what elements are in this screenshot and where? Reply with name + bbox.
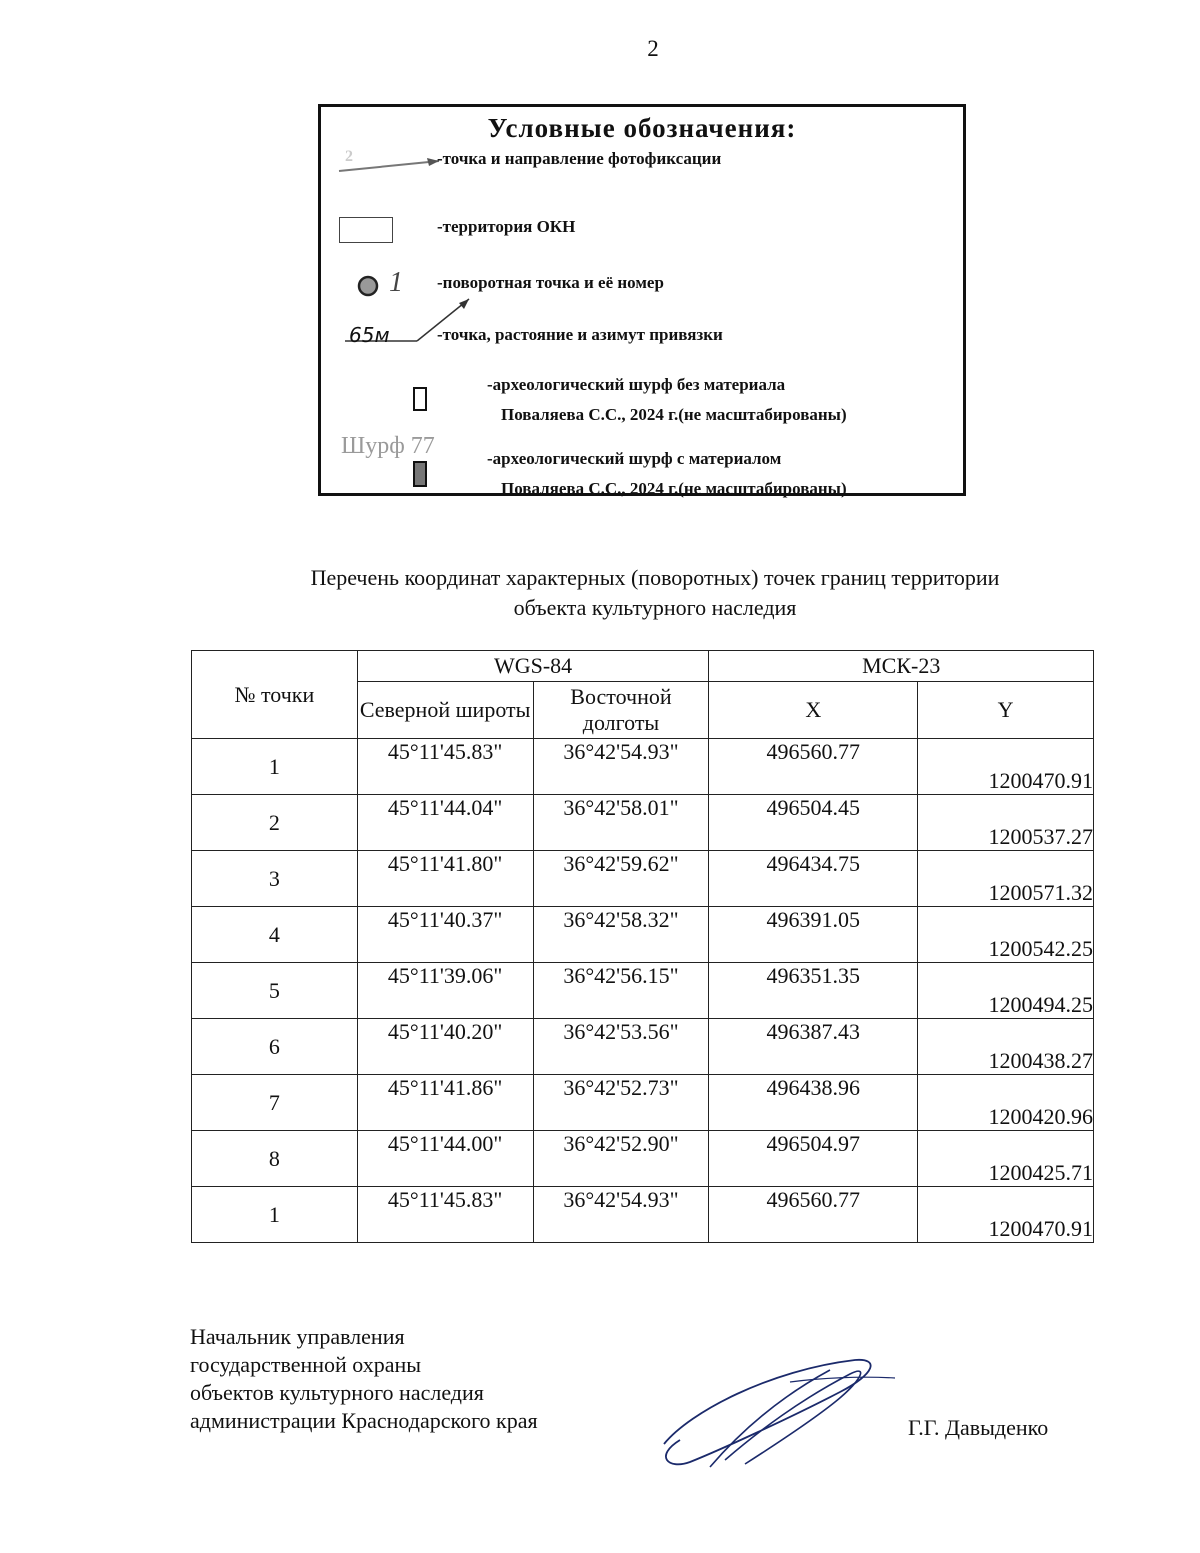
col-y-header: Y [918, 682, 1094, 739]
x-cell: 496560.77 [709, 1187, 918, 1243]
x-cell: 496434.75 [709, 851, 918, 907]
longitude-cell: 36°42'53.56" [533, 1019, 709, 1075]
position-line: Начальник управления [190, 1324, 405, 1349]
longitude-cell: 36°42'56.15" [533, 963, 709, 1019]
point-number: 7 [192, 1075, 358, 1131]
x-cell: 496560.77 [709, 739, 918, 795]
legend-territory-text: -территория ОКН [437, 217, 576, 236]
point-number: 3 [192, 851, 358, 907]
point-number: 5 [192, 963, 358, 1019]
x-cell: 496351.35 [709, 963, 918, 1019]
latitude-cell: 45°11'44.00" [357, 1131, 533, 1187]
position-line: администрации Краснодарского края [190, 1408, 538, 1433]
table-row [192, 1187, 1094, 1243]
signatory-position [190, 1323, 538, 1435]
x-cell: 496387.43 [709, 1019, 918, 1075]
legend-box [318, 104, 966, 496]
table-row [192, 739, 1094, 795]
page-number: 2 [647, 36, 659, 61]
table-row [192, 795, 1094, 851]
x-cell: 496504.45 [709, 795, 918, 851]
col-lat-header: Северной широты [357, 682, 533, 739]
x-cell: 496391.05 [709, 907, 918, 963]
y-cell: 1200571.32 [918, 851, 1094, 907]
latitude-cell: 45°11'44.04" [357, 795, 533, 851]
longitude-cell: 36°42'52.73" [533, 1075, 709, 1131]
y-cell: 1200494.25 [918, 963, 1094, 1019]
heading-line-1: Перечень координат характерных (поворотных) точек границ территории [310, 565, 1000, 590]
latitude-cell: 45°11'45.83" [357, 739, 533, 795]
longitude-cell: 36°42'58.01" [533, 795, 709, 851]
legend-pit-filled-text: -археологический шурф с материалом [487, 449, 782, 468]
position-line: государственной охраны [190, 1352, 422, 1377]
latitude-cell: 45°11'45.83" [357, 1187, 533, 1243]
signatory-name: Г.Г. Давыденко [908, 1415, 1049, 1440]
position-line: объектов культурного наследия [190, 1380, 484, 1405]
y-cell: 1200438.27 [918, 1019, 1094, 1075]
wgs84-header: WGS-84 [357, 651, 709, 682]
heading-line-2: объекта культурного наследия [513, 595, 797, 620]
pit-filled-icon [413, 461, 427, 487]
y-cell: 1200470.91 [918, 1187, 1094, 1243]
latitude-cell: 45°11'41.86" [357, 1075, 533, 1131]
longitude-cell: 36°42'52.90" [533, 1131, 709, 1187]
table-row [192, 907, 1094, 963]
legend-reference-text: -точка, растояние и азимут привязки [437, 325, 723, 344]
latitude-cell: 45°11'41.80" [357, 851, 533, 907]
point-number: 6 [192, 1019, 358, 1075]
table-row [192, 1019, 1094, 1075]
col-x-header: X [709, 682, 918, 739]
point-number: 1 [192, 1187, 358, 1243]
point-number: 1 [192, 739, 358, 795]
latitude-cell: 45°11'39.06" [357, 963, 533, 1019]
coordinates-table [191, 650, 1094, 1243]
col-lon-header: Восточной долготы [533, 682, 709, 739]
legend-turning-point-text: -поворотная точка и её номер [437, 273, 664, 292]
turning-point-icon [355, 273, 381, 299]
legend-pit-filled-author: Поваляева С.С., 2024 г.(не масштабированы) [501, 479, 847, 498]
legend-photo-text: -точка и направление фотофиксации [437, 149, 722, 168]
y-cell: 1200425.71 [918, 1131, 1094, 1187]
col-point-header: № точки [192, 651, 358, 739]
photo-direction-arrow-icon [335, 145, 445, 175]
y-cell: 1200470.91 [918, 739, 1094, 795]
point-number: 2 [192, 795, 358, 851]
table-row [192, 851, 1094, 907]
longitude-cell: 36°42'59.62" [533, 851, 709, 907]
handwritten-signature [650, 1352, 910, 1477]
longitude-cell: 36°42'54.93" [533, 1187, 709, 1243]
longitude-cell: 36°42'58.32" [533, 907, 709, 963]
point-number: 8 [192, 1131, 358, 1187]
table-row [192, 1131, 1094, 1187]
pit-label: Шурф 77 [341, 433, 435, 459]
table-row [192, 1075, 1094, 1131]
x-cell: 496438.96 [709, 1075, 918, 1131]
pit-empty-icon [413, 387, 427, 411]
point-number: 4 [192, 907, 358, 963]
longitude-cell: 36°42'54.93" [533, 739, 709, 795]
table-row [192, 963, 1094, 1019]
y-cell: 1200537.27 [918, 795, 1094, 851]
turning-point-number: 1 [389, 267, 403, 298]
territory-rect-icon [339, 217, 393, 243]
svg-text:2: 2 [345, 148, 353, 165]
reference-distance-label: 65м [349, 323, 390, 347]
y-cell: 1200542.25 [918, 907, 1094, 963]
latitude-cell: 45°11'40.37" [357, 907, 533, 963]
y-cell: 1200420.96 [918, 1075, 1094, 1131]
legend-pit-empty-text: -археологический шурф без материала [487, 375, 786, 394]
table-heading [180, 563, 1130, 623]
legend-title: Условные обозначения: [487, 113, 797, 143]
latitude-cell: 45°11'40.20" [357, 1019, 533, 1075]
x-cell: 496504.97 [709, 1131, 918, 1187]
legend-pit-empty-author: Поваляева С.С., 2024 г.(не масштабированы) [501, 405, 847, 424]
msk23-header: МСК-23 [709, 651, 1094, 682]
